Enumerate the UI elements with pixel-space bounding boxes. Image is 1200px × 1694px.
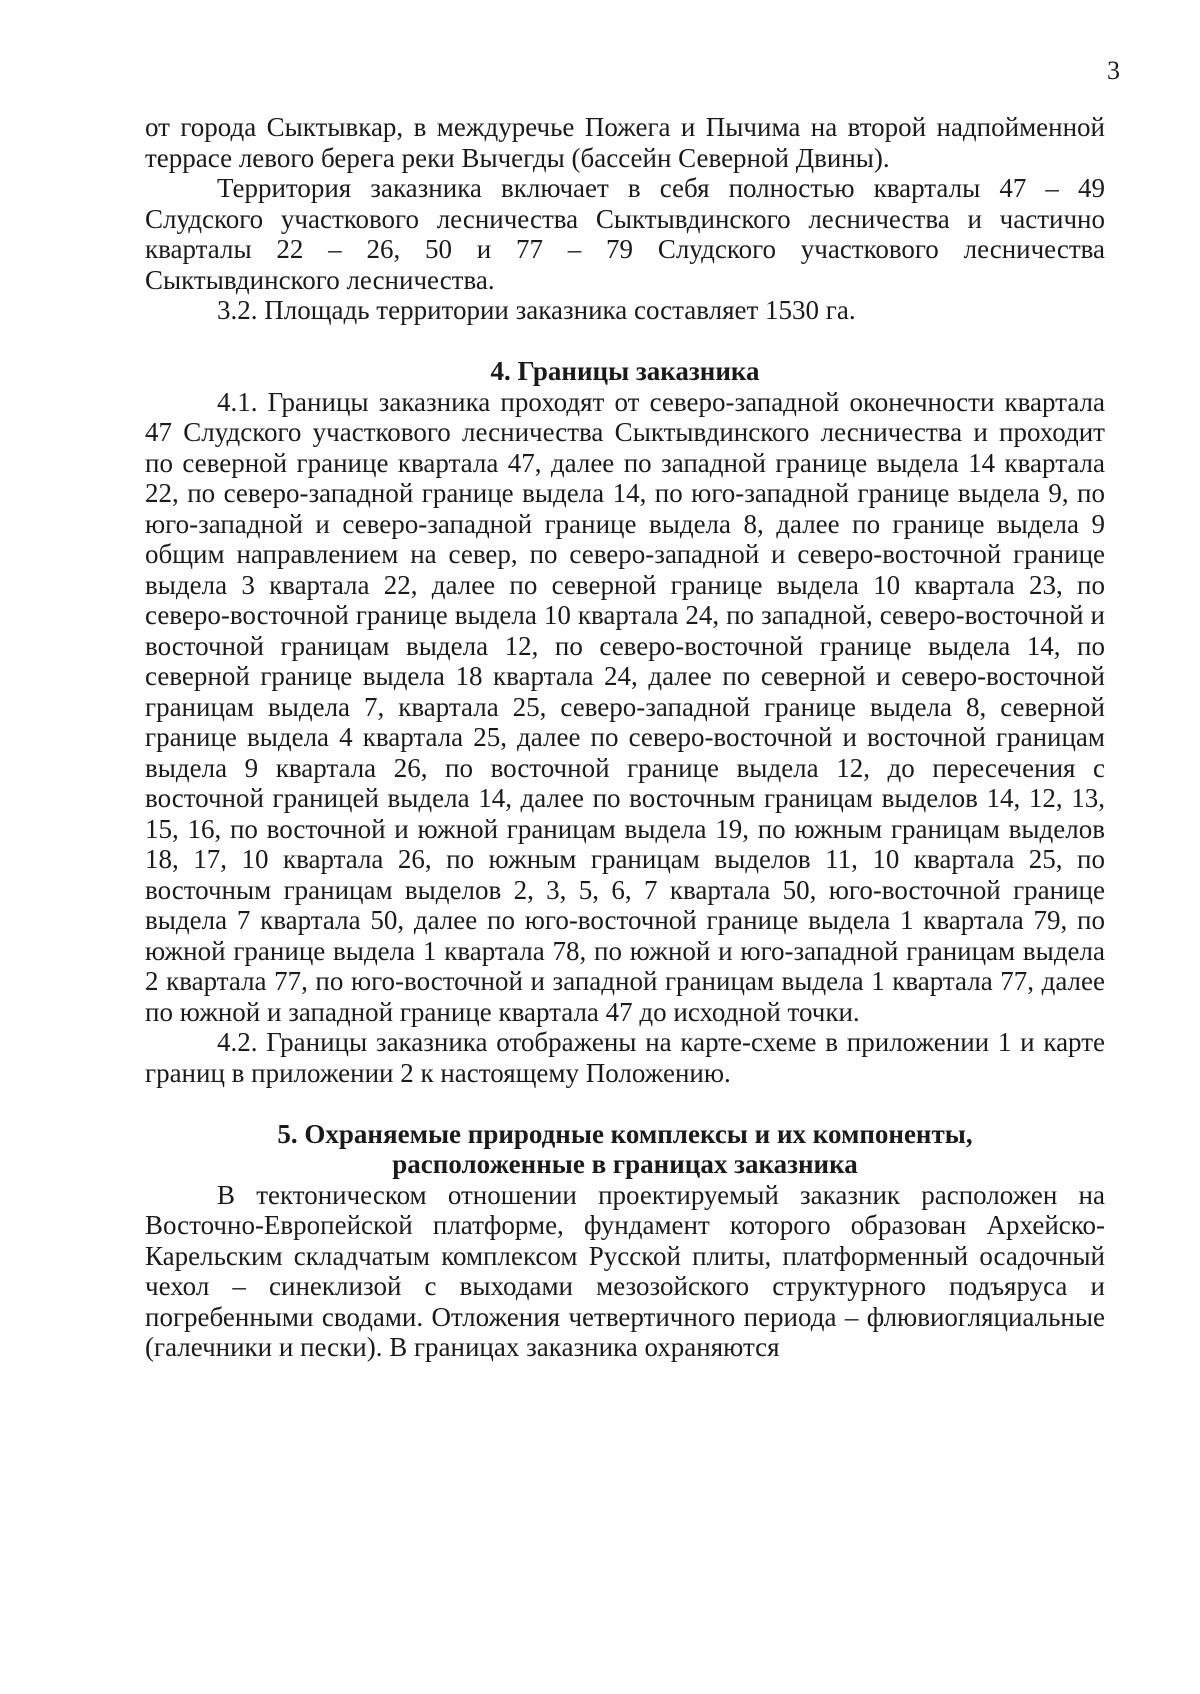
section-5-heading-line-1: 5. Охраняемые природные комплексы и их компоненты,: [277, 1118, 973, 1149]
blank-line: [145, 1088, 1105, 1119]
paragraph-area: 3.2. Площадь территории заказника составляет 1530 га.: [217, 295, 856, 325]
section-4-paragraph-1: 4.1. Границы заказника проходят от северо-западной оконечности квартала 47 Слудского участкового лесничества Сыктывдинского лесничества и проходит по северной границе квартала 47, далее по западной границе выдела 14 квартала 22, по северо-западной границе выдела 14, по юго-западной границе выдела 9, по юго-западной и северо-западной границе выдела 8, далее по границе выдела 9 общим направлением на север, по северо-западной и северо-восточной границе выдела 3 квартала 22, далее по северной границе выдела 10 квартала 23, по северо-восточной границе выдела 10 квартала 24, по западной, северо-восточной и восточной границам выдела 12, по северо-восточной границе выдела 14, по северной границе выдела 18 квартала 24, далее по северной и северо-восточной границам выдела 7, квартала 25, северо-западной границе выдела 8, северной границе выдела 4 квартала 25, далее по северо-восточной и восточной границам выдела 9 квартала 26, по восточной границе выдела 12, до пересечения с восточной границей выдела 14, далее по восточным границам выделов 14, 12, 13, 15, 16, по восточной и южной границам выдела 19, по южным границам выделов 18, 17, 10 квартала 26, по южным границам выделов 11, 10 квартала 25, по восточным границам выделов 2, 3, 5, 6, 7 квартала 50, юго-восточной границе выдела 7 квартала 50, далее по юго-восточной границе выдела 1 квартала 79, по южной границе выдела 1 квартала 78, по южной и юго-западной границам выдела 2 квартала 77, по юго-восточной и западной границам выдела 1 квартала 77, далее по южной и западной границе квартала 47 до исходной точки.: [145, 386, 1105, 1027]
section-4-heading: 4. Границы заказника: [490, 356, 760, 386]
paragraph-continuation: от города Сыктывкар, в междуречье Пожега и Пычима на второй надпойменной террасе левого берега реки Вычегды (бассейн Северной Двины).: [145, 112, 1105, 173]
page-number: 3: [1107, 56, 1120, 85]
document-body: [145, 112, 1105, 1363]
blank-line: [145, 326, 1105, 357]
section-4-paragraph-2: 4.2. Границы заказника отображены на карте-схеме в приложении 1 и карте границ в приложении 2 к настоящему Положению.: [145, 1027, 1105, 1088]
section-5-heading-line-2: расположенные в границах заказника: [392, 1149, 858, 1179]
section-5-paragraph-1: В тектоническом отношении проектируемый заказник расположен на Восточно-Европейской платформе, фундамент которого образован Архейско-Карельским складчатым комплексом Русской плиты, платформенный осадочный чехол – синеклизой с выходами мезозойского структурного подъяруса и погребенными сводами. Отложения четвертичного периода – флювиогляциальные (галечники и пески). В границах заказника охраняются: [145, 1179, 1105, 1362]
paragraph-territory: Территория заказника включает в себя полностью кварталы 47 – 49 Слудского участкового лесничества Сыктывдинского лесничества и частично кварталы 22 – 26, 50 и 77 – 79 Слудского участкового лесничества Сыктывдинского лесничества.: [145, 173, 1105, 295]
